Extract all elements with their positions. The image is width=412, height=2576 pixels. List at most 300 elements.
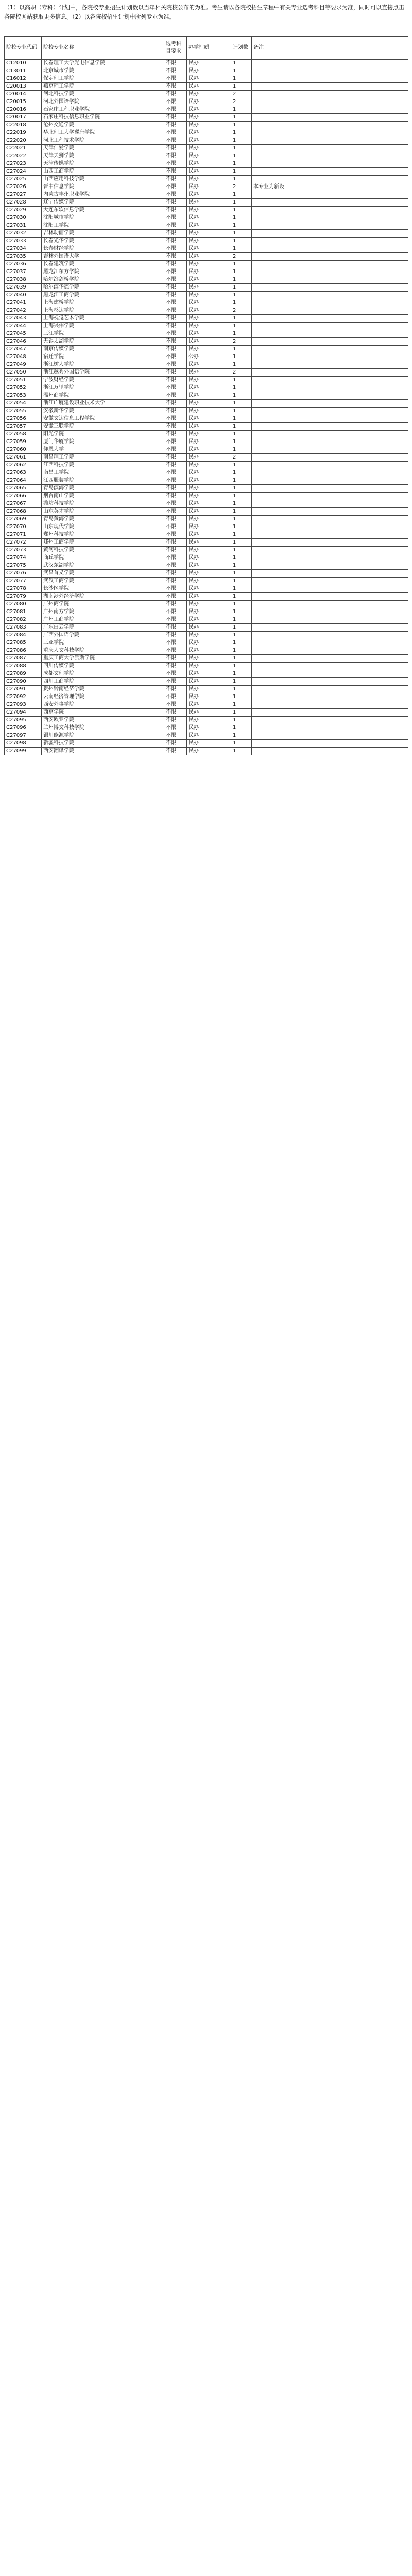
cell-remarks [252, 145, 408, 152]
cell-school-type: 民办 [187, 299, 231, 307]
table-row [5, 152, 408, 160]
cell-name: 广州商学院 [42, 601, 164, 608]
cell-code: C27035 [5, 253, 42, 261]
cell-remarks [252, 446, 408, 454]
table-row [5, 578, 408, 585]
cell-plan-count: 1 [231, 570, 252, 578]
table-row [5, 67, 408, 75]
table-row [5, 238, 408, 245]
table-row [5, 500, 408, 508]
cell-code: C27098 [5, 740, 42, 748]
cell-code: C27084 [5, 632, 42, 639]
cell-remarks [252, 415, 408, 423]
cell-plan-count: 1 [231, 547, 252, 554]
cell-name: 新疆科技学院 [42, 740, 164, 748]
cell-name: 吉林动画学院 [42, 230, 164, 238]
cell-school-type: 民办 [187, 253, 231, 261]
cell-plan-count: 1 [231, 176, 252, 183]
cell-subject-requirement: 不限 [164, 268, 187, 276]
cell-remarks [252, 137, 408, 145]
cell-school-type: 民办 [187, 67, 231, 75]
cell-name: 上海杉达学院 [42, 307, 164, 315]
cell-school-type: 民办 [187, 663, 231, 670]
cell-plan-count: 1 [231, 593, 252, 601]
cell-plan-count: 1 [231, 83, 252, 91]
cell-subject-requirement: 不限 [164, 647, 187, 655]
cell-plan-count: 1 [231, 462, 252, 469]
cell-subject-requirement: 不限 [164, 323, 187, 330]
cell-name: 武汉东湖学院 [42, 562, 164, 570]
cell-subject-requirement: 不限 [164, 106, 187, 114]
cell-plan-count: 1 [231, 122, 252, 129]
cell-name: 无锡太湖学院 [42, 338, 164, 346]
cell-code: C27030 [5, 214, 42, 222]
cell-subject-requirement: 不限 [164, 531, 187, 539]
cell-subject-requirement: 不限 [164, 392, 187, 400]
cell-subject-requirement: 不限 [164, 353, 187, 361]
table-row [5, 593, 408, 601]
table-row [5, 245, 408, 253]
cell-subject-requirement: 不限 [164, 199, 187, 207]
table-row [5, 346, 408, 353]
cell-school-type: 民办 [187, 454, 231, 462]
cell-code: C27041 [5, 299, 42, 307]
cell-remarks [252, 222, 408, 230]
cell-code: C27095 [5, 717, 42, 724]
cell-plan-count: 1 [231, 276, 252, 284]
cell-name: 安徽三联学院 [42, 423, 164, 431]
cell-plan-count: 1 [231, 500, 252, 508]
cell-remarks [252, 593, 408, 601]
cell-name: 江西科技学院 [42, 462, 164, 469]
cell-name: 上海兴伟学院 [42, 323, 164, 330]
table-row [5, 523, 408, 531]
cell-school-type: 民办 [187, 276, 231, 284]
cell-subject-requirement: 不限 [164, 222, 187, 230]
cell-remarks [252, 531, 408, 539]
cell-remarks [252, 75, 408, 83]
cell-plan-count: 2 [231, 338, 252, 346]
cell-plan-count: 1 [231, 230, 252, 238]
cell-remarks [252, 485, 408, 493]
cell-name: 四川工商学院 [42, 678, 164, 686]
cell-subject-requirement: 不限 [164, 438, 187, 446]
cell-remarks [252, 299, 408, 307]
table-row [5, 106, 408, 114]
cell-name: 郑州科技学院 [42, 531, 164, 539]
cell-code: C27034 [5, 245, 42, 253]
cell-plan-count: 1 [231, 168, 252, 176]
cell-remarks [252, 261, 408, 268]
cell-code: C27065 [5, 485, 42, 493]
cell-subject-requirement: 不限 [164, 500, 187, 508]
cell-subject-requirement: 不限 [164, 137, 187, 145]
cell-plan-count: 1 [231, 493, 252, 500]
cell-code: C20017 [5, 114, 42, 122]
cell-subject-requirement: 不限 [164, 585, 187, 593]
cell-school-type: 民办 [187, 315, 231, 323]
cell-plan-count: 1 [231, 261, 252, 268]
cell-name: 厦门华厦学院 [42, 438, 164, 446]
cell-school-type: 民办 [187, 601, 231, 608]
table-row [5, 709, 408, 717]
table-row [5, 129, 408, 137]
cell-remarks [252, 500, 408, 508]
cell-plan-count: 1 [231, 523, 252, 531]
cell-plan-count: 1 [231, 191, 252, 199]
cell-school-type: 民办 [187, 191, 231, 199]
cell-name: 重庆工商大学派斯学院 [42, 655, 164, 663]
cell-plan-count: 1 [231, 724, 252, 732]
cell-plan-count: 1 [231, 693, 252, 701]
cell-remarks [252, 562, 408, 570]
table-body [5, 60, 408, 755]
cell-code: C27042 [5, 307, 42, 315]
table-row [5, 477, 408, 485]
cell-subject-requirement: 不限 [164, 83, 187, 91]
cell-code: C27082 [5, 616, 42, 624]
cell-name: 长春财经学院 [42, 245, 164, 253]
cell-remarks [252, 377, 408, 384]
table-row [5, 122, 408, 129]
cell-school-type: 民办 [187, 377, 231, 384]
cell-school-type: 民办 [187, 608, 231, 616]
cell-subject-requirement: 不限 [164, 709, 187, 717]
cell-remarks [252, 632, 408, 639]
cell-school-type: 民办 [187, 98, 231, 106]
cell-subject-requirement: 不限 [164, 238, 187, 245]
cell-subject-requirement: 不限 [164, 183, 187, 191]
cell-school-type: 公办 [187, 353, 231, 361]
table-row [5, 415, 408, 423]
cell-plan-count: 1 [231, 624, 252, 632]
cell-name: 上海建桥学院 [42, 299, 164, 307]
cell-code: C27075 [5, 562, 42, 570]
cell-remarks [252, 554, 408, 562]
cell-code: C27047 [5, 346, 42, 353]
cell-school-type: 民办 [187, 183, 231, 191]
cell-name: 江西服装学院 [42, 477, 164, 485]
cell-plan-count: 1 [231, 554, 252, 562]
cell-name: 河北科技学院 [42, 91, 164, 98]
cell-subject-requirement: 不限 [164, 307, 187, 315]
table-row [5, 454, 408, 462]
cell-name: 吉林外国语大学 [42, 253, 164, 261]
cell-name: 天津天狮学院 [42, 152, 164, 160]
cell-school-type: 民办 [187, 469, 231, 477]
cell-school-type: 民办 [187, 323, 231, 330]
cell-plan-count: 1 [231, 740, 252, 748]
cell-subject-requirement: 不限 [164, 75, 187, 83]
table-row [5, 701, 408, 709]
table-row [5, 446, 408, 454]
cell-code: C27086 [5, 647, 42, 655]
cell-plan-count: 1 [231, 152, 252, 160]
cell-name: 广西外国语学院 [42, 632, 164, 639]
table-row [5, 191, 408, 199]
cell-code: C27032 [5, 230, 42, 238]
cell-subject-requirement: 不限 [164, 276, 187, 284]
table-row [5, 539, 408, 547]
cell-name: 商丘学院 [42, 554, 164, 562]
table-row [5, 678, 408, 686]
cell-remarks [252, 129, 408, 137]
cell-remarks [252, 717, 408, 724]
cell-name: 仰恩大学 [42, 446, 164, 454]
cell-school-type: 民办 [187, 531, 231, 539]
cell-name: 安徽新华学院 [42, 408, 164, 415]
table-row [5, 276, 408, 284]
cell-plan-count: 1 [231, 670, 252, 678]
cell-code: C27083 [5, 624, 42, 632]
cell-name: 浙江万里学院 [42, 384, 164, 392]
cell-school-type: 民办 [187, 701, 231, 709]
table-row [5, 562, 408, 570]
enrollment-plan-table [4, 36, 408, 755]
cell-name: 西安欧亚学院 [42, 717, 164, 724]
table-row [5, 732, 408, 740]
cell-name: 天津传媒学院 [42, 160, 164, 168]
cell-subject-requirement: 不限 [164, 624, 187, 632]
table-row [5, 369, 408, 377]
cell-school-type: 民办 [187, 245, 231, 253]
cell-subject-requirement: 不限 [164, 168, 187, 176]
cell-subject-requirement: 不限 [164, 446, 187, 454]
cell-remarks [252, 168, 408, 176]
cell-subject-requirement: 不限 [164, 616, 187, 624]
cell-school-type: 民办 [187, 330, 231, 338]
table-row [5, 330, 408, 338]
cell-code: C22018 [5, 122, 42, 129]
table-row [5, 670, 408, 678]
cell-name: 南昌理工学院 [42, 454, 164, 462]
cell-school-type: 民办 [187, 446, 231, 454]
header-school-type: 办学性质 [187, 37, 231, 60]
cell-code: C13011 [5, 67, 42, 75]
cell-name: 北京城市学院 [42, 67, 164, 75]
cell-remarks [252, 284, 408, 292]
table-row [5, 570, 408, 578]
table-row [5, 639, 408, 647]
table-row [5, 392, 408, 400]
cell-code: C27073 [5, 547, 42, 554]
table-row [5, 199, 408, 207]
cell-name: 南京传媒学院 [42, 346, 164, 353]
cell-subject-requirement: 不限 [164, 91, 187, 98]
table-row [5, 717, 408, 724]
table-row [5, 60, 408, 67]
cell-remarks [252, 106, 408, 114]
cell-name: 内蒙古丰州职业学院 [42, 191, 164, 199]
cell-name: 武昌首义学院 [42, 570, 164, 578]
table-row [5, 299, 408, 307]
cell-remarks [252, 686, 408, 693]
cell-remarks [252, 462, 408, 469]
cell-remarks [252, 748, 408, 755]
table-row [5, 740, 408, 748]
cell-subject-requirement: 不限 [164, 245, 187, 253]
cell-name: 烟台南山学院 [42, 493, 164, 500]
cell-name: 河北工程技术学院 [42, 137, 164, 145]
cell-school-type: 民办 [187, 547, 231, 554]
cell-plan-count: 1 [231, 160, 252, 168]
cell-name: 华北理工大学冀唐学院 [42, 129, 164, 137]
cell-code: C22022 [5, 152, 42, 160]
cell-school-type: 民办 [187, 292, 231, 299]
cell-subject-requirement: 不限 [164, 160, 187, 168]
cell-plan-count: 1 [231, 415, 252, 423]
header-code: 院校专业代码 [5, 37, 42, 60]
cell-remarks [252, 400, 408, 408]
cell-plan-count: 2 [231, 183, 252, 191]
cell-name: 大连东软信息学院 [42, 207, 164, 214]
cell-subject-requirement: 不限 [164, 493, 187, 500]
cell-code: C27079 [5, 593, 42, 601]
table-row [5, 616, 408, 624]
cell-name: 长春理工大学光电信息学院 [42, 60, 164, 67]
cell-remarks [252, 268, 408, 276]
cell-plan-count: 2 [231, 454, 252, 462]
cell-remarks [252, 469, 408, 477]
cell-plan-count: 1 [231, 214, 252, 222]
cell-subject-requirement: 不限 [164, 608, 187, 616]
cell-plan-count: 1 [231, 578, 252, 585]
cell-name: 宿迁学院 [42, 353, 164, 361]
cell-subject-requirement: 不限 [164, 384, 187, 392]
cell-code: C27070 [5, 523, 42, 531]
cell-school-type: 民办 [187, 408, 231, 415]
table-row [5, 493, 408, 500]
table-row [5, 508, 408, 516]
cell-name: 四川传媒学院 [42, 663, 164, 670]
cell-subject-requirement: 不限 [164, 369, 187, 377]
table-row [5, 438, 408, 446]
cell-name: 黑龙江工商学院 [42, 292, 164, 299]
cell-code: C27043 [5, 315, 42, 323]
cell-school-type: 民办 [187, 647, 231, 655]
cell-remarks [252, 655, 408, 663]
cell-name: 石家庄科技信息职业学院 [42, 114, 164, 122]
cell-subject-requirement: 不限 [164, 299, 187, 307]
cell-code: C27061 [5, 454, 42, 462]
cell-plan-count: 2 [231, 253, 252, 261]
table-row [5, 647, 408, 655]
cell-code: C27092 [5, 693, 42, 701]
cell-name: 燕京理工学院 [42, 83, 164, 91]
cell-code: C20013 [5, 83, 42, 91]
cell-remarks [252, 238, 408, 245]
cell-plan-count: 1 [231, 485, 252, 493]
cell-school-type: 民办 [187, 60, 231, 67]
cell-subject-requirement: 不限 [164, 191, 187, 199]
cell-subject-requirement: 不限 [164, 632, 187, 639]
table-row [5, 207, 408, 214]
table-row [5, 485, 408, 493]
cell-name: 兰州博文科技学院 [42, 724, 164, 732]
cell-plan-count: 1 [231, 608, 252, 616]
cell-plan-count: 1 [231, 377, 252, 384]
cell-name: 山西应用科技学院 [42, 176, 164, 183]
cell-name: 南昌工学院 [42, 469, 164, 477]
cell-code: C27093 [5, 701, 42, 709]
cell-plan-count: 1 [231, 129, 252, 137]
cell-plan-count: 1 [231, 199, 252, 207]
cell-subject-requirement: 不限 [164, 176, 187, 183]
cell-code: C27025 [5, 176, 42, 183]
cell-remarks [252, 98, 408, 106]
cell-school-type: 民办 [187, 384, 231, 392]
cell-school-type: 民办 [187, 222, 231, 230]
header-name: 院校专业名称 [42, 37, 164, 60]
cell-plan-count: 1 [231, 701, 252, 709]
cell-school-type: 民办 [187, 493, 231, 500]
cell-code: C27053 [5, 392, 42, 400]
cell-school-type: 民办 [187, 624, 231, 632]
cell-remarks [252, 601, 408, 608]
cell-remarks [252, 199, 408, 207]
cell-school-type: 民办 [187, 369, 231, 377]
cell-plan-count: 1 [231, 384, 252, 392]
cell-subject-requirement: 不限 [164, 639, 187, 647]
table-row [5, 431, 408, 438]
cell-remarks [252, 276, 408, 284]
cell-remarks [252, 307, 408, 315]
cell-code: C20015 [5, 98, 42, 106]
cell-code: C27050 [5, 369, 42, 377]
cell-school-type: 民办 [187, 415, 231, 423]
cell-plan-count: 1 [231, 508, 252, 516]
cell-remarks [252, 585, 408, 593]
cell-plan-count: 1 [231, 67, 252, 75]
header-remarks: 备注 [252, 37, 408, 60]
header-plan-count: 计划数 [231, 37, 252, 60]
cell-school-type: 民办 [187, 75, 231, 83]
cell-school-type: 民办 [187, 214, 231, 222]
cell-code: C22019 [5, 129, 42, 137]
cell-remarks [252, 191, 408, 199]
cell-subject-requirement: 不限 [164, 408, 187, 415]
cell-remarks [252, 245, 408, 253]
cell-name: 青岛黄海学院 [42, 516, 164, 523]
cell-subject-requirement: 不限 [164, 508, 187, 516]
cell-remarks [252, 392, 408, 400]
document-note: （1）以高职（专科）计划中，各院校专业招生计划数以当年相关院校公布的为准。考生请以各院校招生章程中有关专业选考科目等要求为准，同时可以直接点击各院校网站获取更多信息。（2）以各院校招生计划中所列专业为准。 [4, 4, 404, 20]
cell-code: C27054 [5, 400, 42, 408]
cell-school-type: 民办 [187, 137, 231, 145]
cell-subject-requirement: 不限 [164, 593, 187, 601]
cell-name: 广州工商学院 [42, 616, 164, 624]
cell-school-type: 民办 [187, 423, 231, 431]
cell-subject-requirement: 不限 [164, 67, 187, 75]
cell-remarks [252, 670, 408, 678]
table-row [5, 693, 408, 701]
cell-school-type: 民办 [187, 168, 231, 176]
cell-name: 山东英才学院 [42, 508, 164, 516]
table-row [5, 408, 408, 415]
table-row [5, 168, 408, 176]
cell-subject-requirement: 不限 [164, 292, 187, 299]
cell-plan-count: 1 [231, 222, 252, 230]
table-row [5, 268, 408, 276]
cell-subject-requirement: 不限 [164, 98, 187, 106]
cell-name: 山西工商学院 [42, 168, 164, 176]
cell-subject-requirement: 不限 [164, 724, 187, 732]
cell-remarks: 本专业为新设 [252, 183, 408, 191]
cell-remarks [252, 152, 408, 160]
cell-remarks [252, 423, 408, 431]
cell-school-type: 民办 [187, 400, 231, 408]
cell-remarks [252, 361, 408, 369]
